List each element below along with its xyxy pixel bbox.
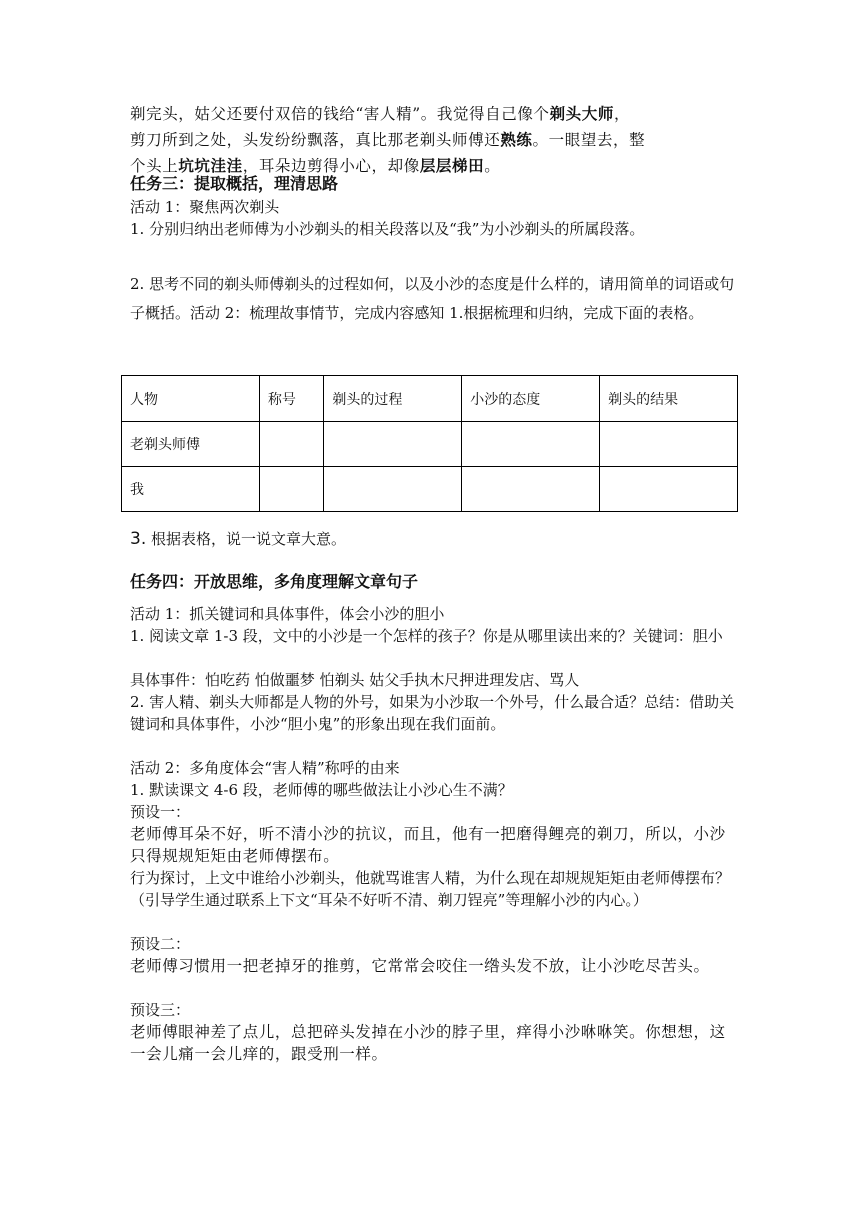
table-cell [324, 422, 462, 467]
table-cell [324, 467, 462, 512]
task3-activity1: 活动 1：聚焦两次剃头 [130, 198, 280, 216]
preset3-label: 预设三： [130, 1001, 191, 1019]
table-cell: 我 [122, 467, 260, 512]
intro-line-2 [130, 127, 740, 153]
table-header-row [122, 376, 738, 422]
task4-heading: 任务四：开放思维，多角度理解文章句子 [130, 572, 419, 591]
task4-activity1: 活动 1：抓关键词和具体事件，体会小沙的胆小 [130, 605, 445, 623]
preset2-label: 预设二： [130, 935, 191, 953]
table-cell [600, 467, 738, 512]
task4-question3: 1. 默读课文 4-6 段，老师傅的哪些做法让小沙心生不满？ [130, 781, 513, 799]
table-cell: 老剃头师傅 [122, 422, 260, 467]
task3-item1: 1. 分别归纳出老师傅为小沙剃头的相关段落以及“我”为小沙剃头的所属段落。 [130, 220, 645, 238]
item-number: 3. [130, 529, 147, 549]
bold-phrase: 层层梯田 [419, 156, 485, 175]
intro-paragraph [130, 101, 740, 179]
preset3-text: 老师傅眼神差了点儿，总把碎头发掉在小沙的脖子里，痒得小沙咻咻笑。你想想，这一会儿痛一会儿痒的，跟受刑一样。 [130, 1023, 726, 1063]
bold-phrase: 熟练 [500, 130, 533, 149]
table-header-cell: 小沙的态度 [462, 376, 600, 422]
preset1-text: 老师傅耳朵不好，听不清小沙的抗议，而且，他有一把磨得鲤亮的剃刀，所以，小沙只得规规矩矩由老师傅摆布。 [130, 825, 726, 865]
table-header-cell: 称号 [259, 376, 324, 422]
task4-events: 具体事件：怕吃药 怕做噩梦 怕剃头 姑父手执木尺押进理发店、骂人 [130, 671, 580, 689]
intro-line-1 [130, 101, 740, 127]
table-cell [600, 422, 738, 467]
table-row [122, 422, 738, 467]
summary-table [121, 375, 738, 512]
intro-text: 。一眼望去，整 [532, 131, 646, 149]
intro-text: 个头上 [130, 157, 179, 175]
table-header-cell: 剃头的结果 [600, 376, 738, 422]
table-cell [462, 467, 600, 512]
intro-text: ，耳朵边剪得小心，却像 [242, 157, 420, 175]
intro-text: 剪刀所到之处，头发纷纷飘落，真比那老剃头师傅还 [130, 131, 501, 149]
task3-heading: 任务三：提取概括，理清思路 [130, 174, 339, 193]
table-header-cell: 人物 [122, 376, 260, 422]
task3-item2: 2. 思考不同的剃头师傅剃头的过程如何，以及小沙的态度是什么样的，请用简单的词语或句子概括。活动 2：梳理故事情节，完成内容感知 1.根据梳理和归纳，完成下面的表格。 [130, 275, 735, 322]
intro-text: 剃完头，姑父还要付双倍的钱给“害人精”。我觉得自己像个 [130, 105, 550, 123]
table-cell [462, 422, 600, 467]
task3-item3 [130, 528, 740, 550]
task4-question1: 1. 阅读文章 1-3 段，文中的小沙是一个怎样的孩子？你是从哪里读出来的？关键词：胆小 [130, 627, 723, 645]
table-header-cell: 剃头的过程 [324, 376, 462, 422]
intro-text: ， [613, 105, 631, 123]
preset2-text: 老师傅习惯用一把老掉牙的推剪，它常常会咬住一绺头发不放，让小沙吃尽苦头。 [130, 957, 710, 975]
discussion-text: 行为探讨，上文中谁给小沙剃头，他就骂谁害人精，为什么现在却规规矩矩由老师傅摆布？（引导学生通过联系上下文“耳朵不好听不清、剃刀锃亮”等理解小沙的内心。） [130, 869, 731, 909]
intro-text: 。 [484, 157, 501, 175]
bold-phrase: 坑坑洼洼 [178, 156, 243, 175]
table-row [122, 467, 738, 512]
table-cell [259, 467, 324, 512]
bold-phrase: 剃头大师 [549, 104, 614, 123]
task4-question2: 2. 害人精、剃头大师都是人物的外号，如果为小沙取一个外号，什么最合适？总结：借助关键词和具体事件，小沙“胆小鬼”的形象出现在我们面前。 [130, 693, 735, 733]
task4-activity2: 活动 2：多角度体会“害人精”称呼的由来 [130, 759, 400, 777]
item-text: 根据表格，说一说文章大意。 [146, 530, 347, 548]
preset1-label: 预设一： [130, 803, 191, 821]
table-cell [259, 422, 324, 467]
